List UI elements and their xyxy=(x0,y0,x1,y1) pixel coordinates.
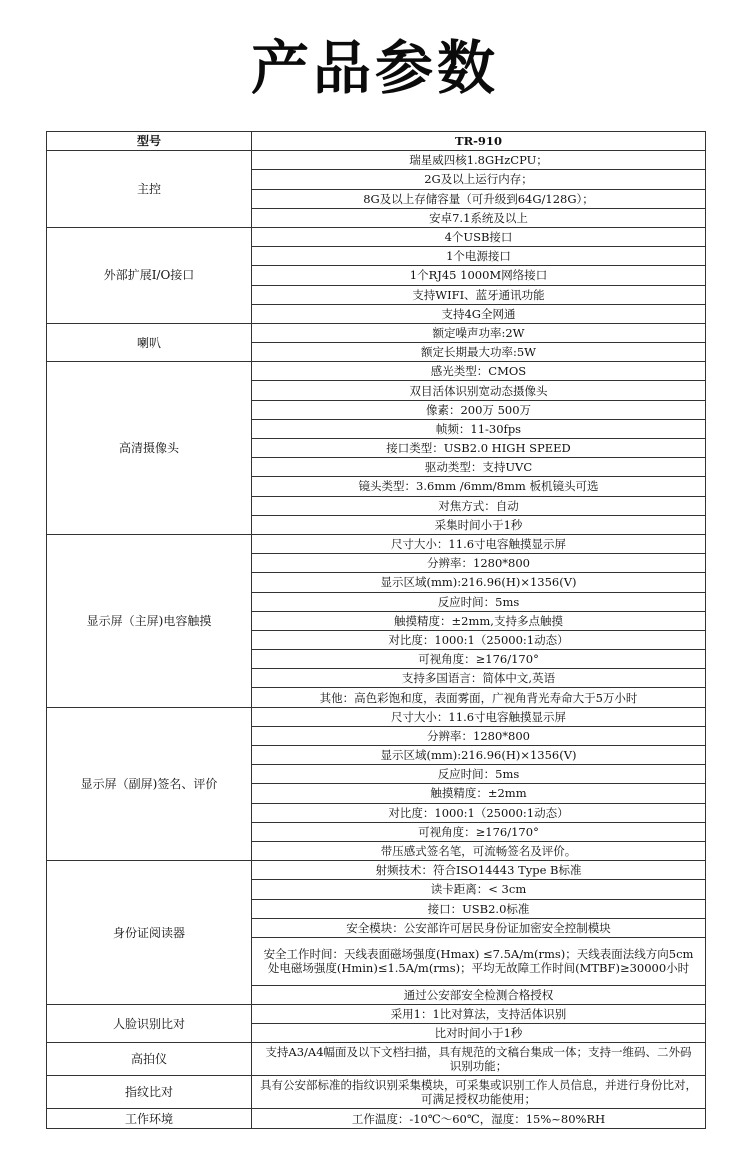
section-environment: 工作环境 xyxy=(47,1109,252,1128)
spec-value: 1个RJ45 1000M网络接口 xyxy=(252,266,706,285)
spec-value: 带压感式签名笔，可流畅签名及评价。 xyxy=(252,841,706,860)
section-fingerprint: 指纹比对 xyxy=(47,1076,252,1109)
section-io-ports: 外部扩展I/O接口 xyxy=(47,227,252,323)
spec-value: 驱动类型：支持UVC xyxy=(252,458,706,477)
spec-value: 对比度：1000:1（25000:1动态） xyxy=(252,630,706,649)
spec-value: 接口：USB2.0标准 xyxy=(252,899,706,918)
spec-value: 帧频：11-30fps xyxy=(252,419,706,438)
section-id-reader: 身份证阅读器 xyxy=(47,861,252,1005)
spec-value: 1个电源接口 xyxy=(252,247,706,266)
spec-value: 分辨率：1280*800 xyxy=(252,726,706,745)
spec-value: 双目活体识别宽动态摄像头 xyxy=(252,381,706,400)
spec-value: 工作温度：-10℃～60℃，湿度：15%~80%RH xyxy=(252,1109,706,1128)
spec-value: 显示区域(mm):216.96(H)×1356(V) xyxy=(252,573,706,592)
spec-value: 显示区域(mm):216.96(H)×1356(V) xyxy=(252,746,706,765)
table-row xyxy=(47,1043,706,1076)
spec-value: 射频技术：符合ISO14443 Type B标准 xyxy=(252,861,706,880)
section-main-control: 主控 xyxy=(47,151,252,228)
spec-value: 瑞星威四核1.8GHzCPU； xyxy=(252,151,706,170)
model-label: 型号 xyxy=(47,132,252,151)
spec-value: 其他：高色彩饱和度，表面雾面，广视角背光寿命大于5万小时 xyxy=(252,688,706,707)
spec-value: 采用1：1比对算法，支持活体识别 xyxy=(252,1005,706,1024)
spec-value: 额定长期最大功率:5W xyxy=(252,343,706,362)
table-row xyxy=(47,1005,706,1024)
spec-value: 像素：200万 500万 xyxy=(252,400,706,419)
table-row xyxy=(47,227,706,246)
spec-value: 对比度：1000:1（25000:1动态） xyxy=(252,803,706,822)
page-title: 产品参数 xyxy=(250,34,499,102)
section-face-recognition: 人脸识别比对 xyxy=(47,1005,252,1043)
spec-value: 安卓7.1系统及以上 xyxy=(252,208,706,227)
spec-value: 感光类型：CMOS xyxy=(252,362,706,381)
spec-value: 可视角度：≥176/170° xyxy=(252,822,706,841)
spec-value: 安全模块：公安部许可居民身份证加密安全控制模块 xyxy=(252,918,706,937)
table-row xyxy=(47,534,706,553)
spec-value: 支持多国语言：简体中文,英语 xyxy=(252,669,706,688)
table-header-row xyxy=(47,132,706,151)
spec-value: 对焦方式：自动 xyxy=(252,496,706,515)
table-row xyxy=(47,707,706,726)
spec-value: 读卡距离：< 3cm xyxy=(252,880,706,899)
spec-table xyxy=(46,131,706,1129)
spec-value: 尺寸大小：11.6寸电容触摸显示屏 xyxy=(252,534,706,553)
spec-value: 触摸精度：±2mm xyxy=(252,784,706,803)
spec-value: 接口类型：USB2.0 HIGH SPEED xyxy=(252,439,706,458)
spec-value: 触摸精度：±2mm,支持多点触摸 xyxy=(252,611,706,630)
spec-value: 额定噪声功率:2W xyxy=(252,323,706,342)
spec-value: 具有公安部标准的指纹识别采集模块，可采集或识别工作人员信息，并进行身份比对，可满足授权功能使用； xyxy=(252,1076,706,1109)
spec-value: 8G及以上存储容量（可升级到64G/128G）； xyxy=(252,189,706,208)
section-sub-display: 显示屏（副屏)签名、评价 xyxy=(47,707,252,861)
spec-value: 支持WIFI、蓝牙通讯功能 xyxy=(252,285,706,304)
spec-value: 支持A3/A4幅面及以下文档扫描，具有规范的文稿台集成一体；支持一维码、二外码识别功能； xyxy=(252,1043,706,1076)
spec-value: 可视角度：≥176/170° xyxy=(252,650,706,669)
section-document-camera: 高拍仪 xyxy=(47,1043,252,1076)
section-camera: 高清摄像头 xyxy=(47,362,252,535)
spec-value: 2G及以上运行内存； xyxy=(252,170,706,189)
spec-value: 分辨率：1280*800 xyxy=(252,554,706,573)
spec-value: 安全工作时间：天线表面磁场强度(Hmax) ≤7.5A/m(rms)；天线表面法线方向5cm处电磁场强度(Hmin)≤1.5A/m(rms)；平均无故障工作时间(MTBF)≥30000小时 xyxy=(252,937,706,985)
spec-value: 镜头类型：3.6mm /6mm/8mm 板机镜头可选 xyxy=(252,477,706,496)
spec-value: 尺寸大小：11.6寸电容触摸显示屏 xyxy=(252,707,706,726)
model-value: TR-910 xyxy=(252,132,706,151)
spec-value: 通过公安部安全检测合格授权 xyxy=(252,985,706,1004)
section-main-display: 显示屏（主屏)电容触摸 xyxy=(47,534,252,707)
table-row xyxy=(47,1109,706,1128)
table-row xyxy=(47,323,706,342)
spec-value: 比对时间小于1秒 xyxy=(252,1024,706,1043)
spec-value: 4个USB接口 xyxy=(252,227,706,246)
section-speaker: 喇叭 xyxy=(47,323,252,361)
spec-value: 反应时间：5ms xyxy=(252,592,706,611)
spec-value: 支持4G全网通 xyxy=(252,304,706,323)
table-row xyxy=(47,362,706,381)
table-row xyxy=(47,861,706,880)
spec-value: 采集时间小于1秒 xyxy=(252,515,706,534)
spec-value: 反应时间：5ms xyxy=(252,765,706,784)
table-row xyxy=(47,151,706,170)
table-row xyxy=(47,1076,706,1109)
